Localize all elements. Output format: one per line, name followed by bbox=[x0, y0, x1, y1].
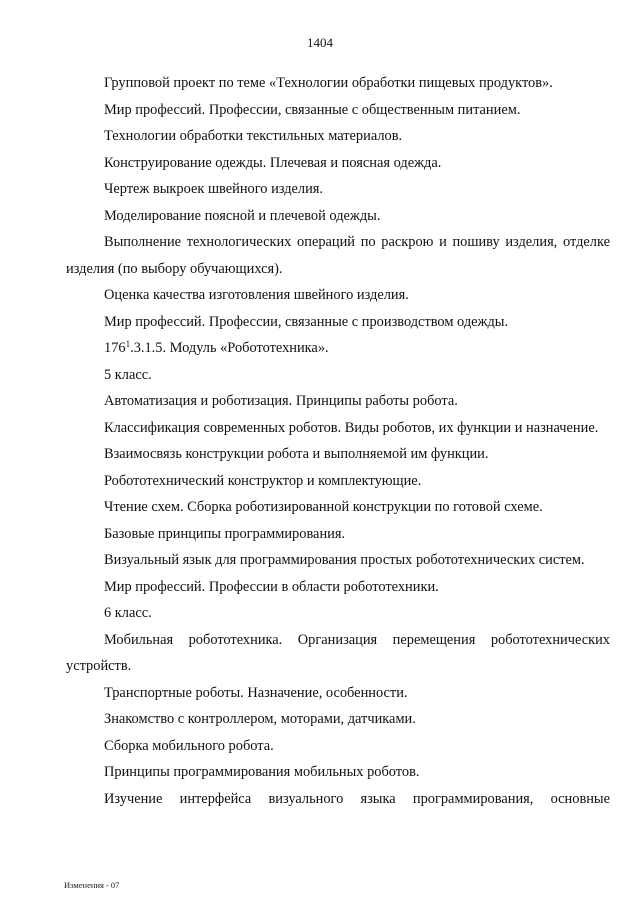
paragraph: Групповой проект по теме «Технологии обработки пищевых продуктов». bbox=[104, 75, 553, 91]
paragraph-continued: Изучение интерфейса визуального языка программирования, основные bbox=[104, 790, 610, 807]
paragraph: Мир профессий. Профессии, связанные с общественным питанием. bbox=[104, 101, 521, 118]
paragraph: Чертеж выкроек швейного изделия. bbox=[104, 181, 324, 197]
paragraph: Автоматизация и роботизация. Принципы работы робота. bbox=[104, 393, 458, 409]
module-superscript: 1 bbox=[125, 339, 131, 349]
paragraph: Конструирование одежды. Плечевая и поясная одежда. bbox=[104, 154, 442, 171]
module-heading bbox=[66, 335, 610, 362]
module-title: .3.1.5. Модуль «Робототехника». bbox=[130, 340, 329, 356]
paragraph: Оценка качества изготовления швейного изделия. bbox=[104, 287, 409, 303]
grade-heading: 5 класс. bbox=[104, 366, 152, 383]
page-number: 1404 bbox=[307, 35, 333, 50]
paragraph: Мир профессий. Профессии в области робототехники. bbox=[104, 578, 439, 595]
grade-heading: 6 класс. bbox=[104, 605, 152, 621]
paragraph: Робототехнический конструктор и комплектующие. bbox=[104, 472, 422, 489]
revision-footer: Изменения - 07 bbox=[64, 880, 120, 890]
paragraph: Визуальный язык для программирования простых робототехнических систем. bbox=[104, 552, 585, 568]
paragraph: Технологии обработки текстильных материалов. bbox=[104, 128, 403, 144]
paragraph: Знакомство с контроллером, моторами, датчиками. bbox=[104, 711, 416, 727]
paragraph: Сборка мобильного робота. bbox=[104, 737, 274, 754]
paragraph: Выполнение технологических операций по раскрою и пошиву изделия, отделке изделия (по выбору обучающихся). bbox=[66, 234, 610, 277]
paragraph: Чтение схем. Сборка роботизированной конструкции по готовой схеме. bbox=[104, 499, 543, 515]
paragraph: Мобильная робототехника. Организация перемещения робототехнических устройств. bbox=[66, 631, 610, 674]
module-number: 176 bbox=[104, 340, 126, 356]
paragraph: Классификация современных роботов. Виды роботов, их функции и назначение. bbox=[104, 419, 599, 436]
paragraph: Базовые принципы программирования. bbox=[104, 525, 346, 542]
paragraph: Взаимосвязь конструкции робота и выполняемой им функции. bbox=[104, 446, 489, 462]
paragraph: Принципы программирования мобильных роботов. bbox=[104, 764, 420, 780]
paragraph: Транспортные роботы. Назначение, особенности. bbox=[104, 684, 408, 701]
document-body bbox=[66, 70, 610, 812]
paragraph: Мир профессий. Профессии, связанные с производством одежды. bbox=[104, 313, 509, 330]
paragraph: Моделирование поясной и плечевой одежды. bbox=[104, 207, 381, 224]
